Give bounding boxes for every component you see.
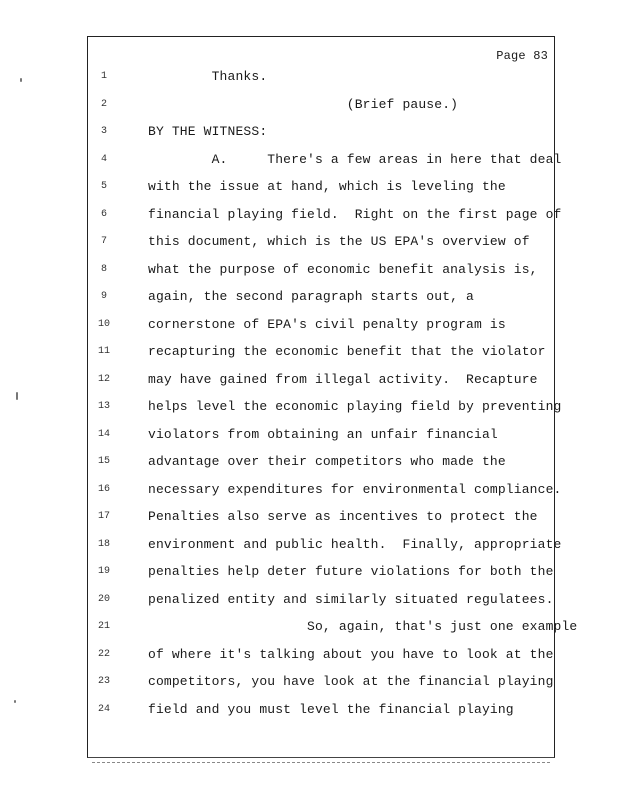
line-number: 19 [97, 566, 110, 577]
line-text: recapturing the economic benefit that the violator [148, 344, 546, 359]
transcript-line [0, 151, 618, 169]
transcript-line [0, 178, 618, 196]
transcript-line [0, 453, 618, 471]
line-number: 14 [97, 428, 110, 440]
transcript-line [0, 563, 618, 581]
line-number: 21 [97, 621, 110, 632]
line-text: violators from obtaining an unfair financial [148, 426, 498, 442]
scan-speck [20, 78, 22, 82]
line-text: financial playing field. Right on the first page of [148, 206, 562, 222]
line-number: 16 [97, 483, 110, 495]
line-number: 11 [97, 346, 110, 357]
line-text: competitors, you have look at the financial playing [148, 674, 554, 689]
transcript-line [0, 261, 618, 279]
line-text: A. There's a few areas in here that deal [148, 151, 562, 167]
line-text: this document, which is the US EPA's overview of [148, 234, 530, 249]
page-number: Page 83 [496, 49, 548, 63]
line-number: 10 [97, 318, 110, 330]
line-text: cornerstone of EPA's civil penalty program is [148, 316, 506, 332]
line-number: 24 [97, 703, 110, 715]
line-number: 18 [97, 538, 110, 550]
line-number: 6 [100, 208, 107, 220]
line-number: 12 [97, 373, 110, 385]
transcript-line [0, 398, 618, 416]
line-number: 23 [97, 676, 110, 687]
line-text: may have gained from illegal activity. Recapture [148, 371, 538, 387]
transcript-line [0, 316, 618, 334]
transcript-line [0, 68, 618, 86]
line-number: 4 [100, 153, 107, 165]
transcript-line [0, 96, 618, 114]
line-text: necessary expenditures for environmental compliance. [148, 481, 562, 497]
line-text: penalties help deter future violations for both the [148, 564, 554, 579]
line-number: 8 [100, 263, 107, 275]
line-number: 15 [97, 456, 110, 467]
line-number: 13 [97, 401, 110, 412]
line-text: with the issue at hand, which is leveling the [148, 179, 506, 194]
transcript-line [0, 536, 618, 554]
line-number: 9 [100, 291, 107, 302]
line-number: 7 [100, 236, 107, 247]
line-text: of where it's talking about you have to look at the [148, 646, 554, 662]
transcript-line [0, 618, 618, 636]
scan-speck [14, 700, 16, 703]
transcript-line [0, 426, 618, 444]
line-text: advantage over their competitors who made the [148, 454, 506, 469]
line-text: again, the second paragraph starts out, a [148, 289, 475, 304]
line-number: 20 [97, 593, 110, 605]
transcript-line [0, 288, 618, 306]
transcript-line [0, 206, 618, 224]
line-text: what the purpose of economic benefit analysis is, [148, 261, 538, 277]
transcript-line [0, 646, 618, 664]
line-number: 2 [100, 98, 107, 110]
scan-speck [16, 392, 18, 400]
line-number: 1 [100, 71, 107, 82]
line-text: (Brief pause.) [148, 96, 459, 112]
line-number: 5 [100, 181, 107, 192]
line-text: Thanks. [148, 69, 268, 84]
line-number: 17 [97, 511, 110, 522]
line-text: penalized entity and similarly situated regulatees. [148, 591, 554, 607]
line-number: 22 [97, 648, 110, 660]
line-number: 3 [100, 126, 107, 137]
line-text: Penalties also serve as incentives to protect the [148, 509, 538, 524]
line-text: BY THE WITNESS: [148, 124, 268, 139]
transcript-line [0, 233, 618, 251]
transcript-line [0, 701, 618, 719]
transcript-line [0, 591, 618, 609]
footer-divider [92, 762, 550, 763]
line-text: So, again, that's just one example [148, 619, 578, 634]
transcript-line [0, 123, 618, 141]
transcript-line [0, 343, 618, 361]
line-text: environment and public health. Finally, appropriate [148, 536, 562, 552]
transcript-line [0, 371, 618, 389]
transcript-line [0, 508, 618, 526]
transcript-line [0, 673, 618, 691]
line-text: field and you must level the financial playing [148, 701, 514, 717]
transcript-line [0, 481, 618, 499]
line-text: helps level the economic playing field by preventing [148, 399, 562, 414]
